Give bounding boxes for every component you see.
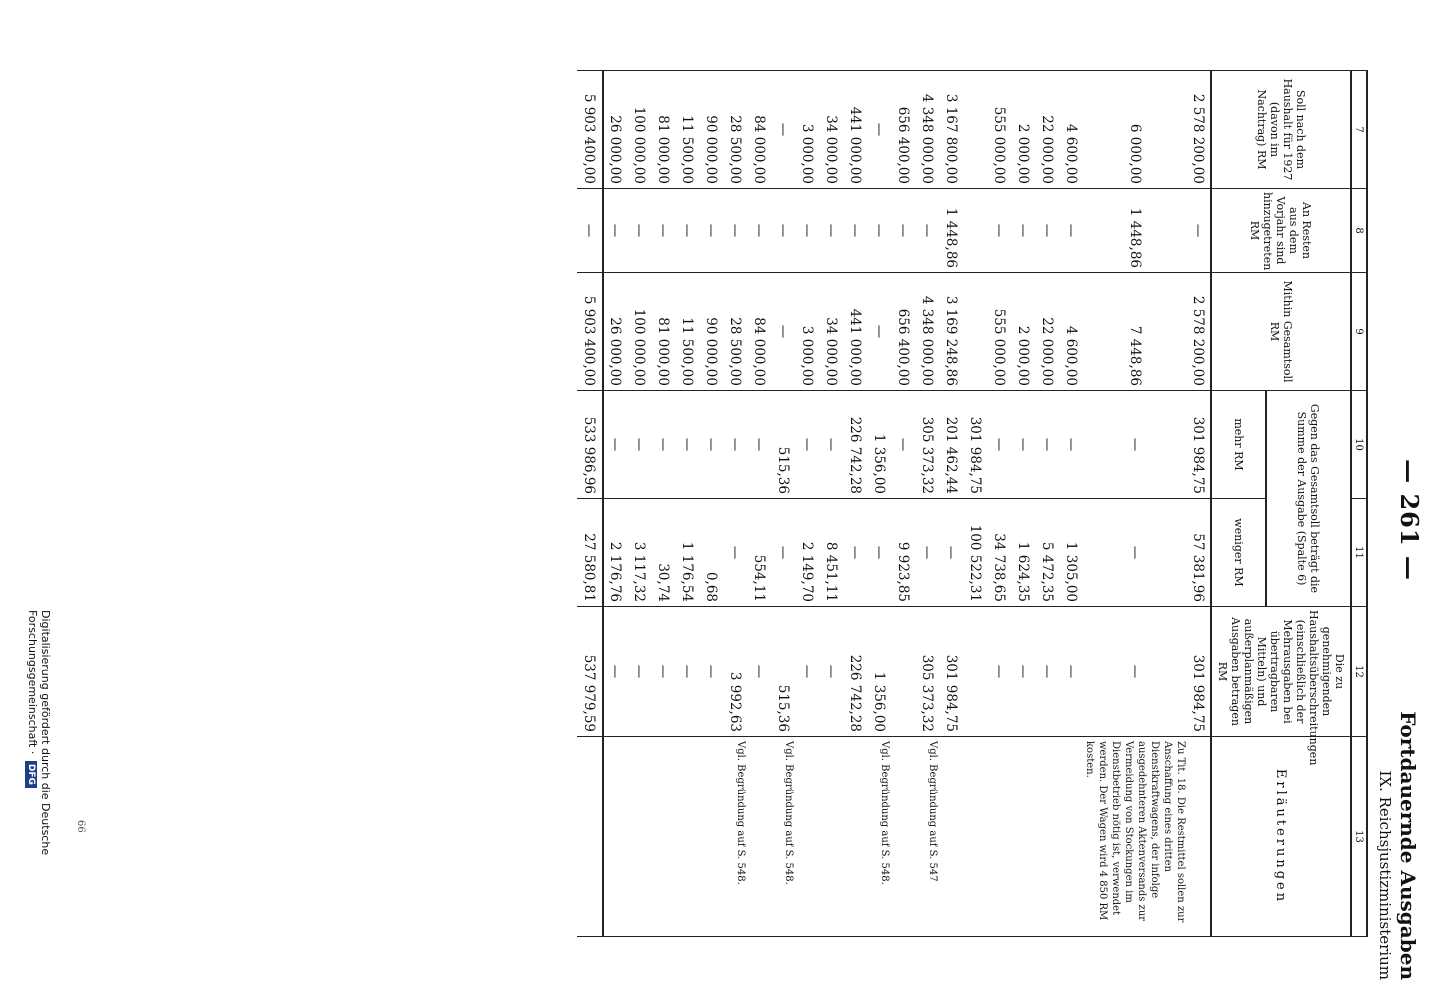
cell-note bbox=[699, 737, 723, 937]
total-note bbox=[577, 737, 603, 937]
cell-gesamtsoll: — bbox=[771, 273, 795, 391]
column-number: 9 bbox=[1351, 273, 1367, 391]
cell-note: Vgl. Begründung auf S. 548. bbox=[723, 737, 747, 937]
cell-weniger: 1 305,00 bbox=[1059, 499, 1083, 607]
cell-genehmigen: 301 984,75 bbox=[939, 607, 963, 737]
cell-mehr: — bbox=[747, 391, 771, 499]
cell-genehmigen: 515,36 bbox=[771, 607, 795, 737]
column-number: 11 bbox=[1351, 499, 1367, 607]
cell-gesamtsoll: 3 000,00 bbox=[795, 273, 819, 391]
table-row bbox=[771, 71, 795, 937]
cell-gesamtsoll: 656 400,00 bbox=[891, 273, 915, 391]
cell-gesamtsoll: 2 578 200,00 bbox=[1187, 273, 1211, 391]
cell-soll: 3 167 800,00 bbox=[939, 71, 963, 189]
cell-genehmigen: 1 356,00 bbox=[867, 607, 891, 737]
cell-weniger: — bbox=[939, 499, 963, 607]
table-row bbox=[1059, 71, 1083, 937]
cell-soll: 4 600,00 bbox=[1059, 71, 1083, 189]
cell-weniger: 554,11 bbox=[747, 499, 771, 607]
header-soll: Soll nach dem Haushalt für 1927 (davon im Nachtrag) RM bbox=[1211, 71, 1351, 189]
cell-note bbox=[819, 737, 843, 937]
cell-reste: — bbox=[771, 189, 795, 273]
cell-note: Zu Tit. 18. Die Restmittel sollen zur Anschaffung eines dritten Dienstkraftwagens, der infolge ausgedehnteren Aktenversands zur Vermeidung von Stockungen im Dienstbetrieb nötig ist, verwendet werden. Der Wagen wird 4 850 RM kosten. bbox=[1083, 737, 1187, 937]
table-row bbox=[627, 71, 651, 937]
cell-gesamtsoll: 81 000,00 bbox=[651, 273, 675, 391]
table-row bbox=[1187, 71, 1211, 937]
total-soll: 5 903 400,00 bbox=[577, 71, 603, 189]
cell-gesamtsoll: 441 000,00 bbox=[843, 273, 867, 391]
cell-mehr: — bbox=[699, 391, 723, 499]
cell-genehmigen: 226 742,28 bbox=[843, 607, 867, 737]
cell-mehr: — bbox=[651, 391, 675, 499]
cell-note bbox=[939, 737, 963, 937]
cell-reste: — bbox=[1035, 189, 1059, 273]
cell-genehmigen: — bbox=[747, 607, 771, 737]
table-row bbox=[651, 71, 675, 937]
table-row bbox=[939, 71, 963, 937]
cell-genehmigen: — bbox=[819, 607, 843, 737]
cell-reste: — bbox=[1187, 189, 1211, 273]
cell-reste: 1 448,86 bbox=[1083, 189, 1187, 273]
page-title: Fortdauernde Ausgaben bbox=[1396, 711, 1420, 980]
cell-note bbox=[963, 737, 987, 937]
cell-soll: 656 400,00 bbox=[891, 71, 915, 189]
cell-mehr: — bbox=[891, 391, 915, 499]
cell-mehr: 301 984,75 bbox=[963, 391, 987, 499]
cell-mehr: 201 462,44 bbox=[939, 391, 963, 499]
cell-mehr: 305 373,32 bbox=[915, 391, 939, 499]
cell-mehr: — bbox=[819, 391, 843, 499]
cell-weniger: — bbox=[1083, 499, 1187, 607]
column-number: 12 bbox=[1351, 607, 1367, 737]
cell-note bbox=[603, 737, 627, 937]
cell-mehr: — bbox=[723, 391, 747, 499]
cell-genehmigen: — bbox=[603, 607, 627, 737]
cell-reste: — bbox=[747, 189, 771, 273]
total-weniger: 27 580,81 bbox=[577, 499, 603, 607]
header-weniger: weniger RM bbox=[1211, 499, 1266, 607]
table-row bbox=[963, 71, 987, 937]
table-row bbox=[843, 71, 867, 937]
cell-mehr: — bbox=[603, 391, 627, 499]
cell-genehmigen: — bbox=[795, 607, 819, 737]
cell-weniger: — bbox=[867, 499, 891, 607]
table-row bbox=[1011, 71, 1035, 937]
cell-note bbox=[843, 737, 867, 937]
cell-gesamtsoll: 555 000,00 bbox=[987, 273, 1011, 391]
cell-genehmigen: — bbox=[675, 607, 699, 737]
cell-mehr: 1 356,00 bbox=[867, 391, 891, 499]
cell-soll: 3 000,00 bbox=[795, 71, 819, 189]
cell-gesamtsoll: 2 000,00 bbox=[1011, 273, 1035, 391]
cell-mehr: 226 742,28 bbox=[843, 391, 867, 499]
cell-gesamtsoll: — bbox=[867, 273, 891, 391]
cell-weniger: — bbox=[915, 499, 939, 607]
cell-reste: — bbox=[867, 189, 891, 273]
cell-gesamtsoll: 4 348 000,00 bbox=[915, 273, 939, 391]
cell-soll: 28 500,00 bbox=[723, 71, 747, 189]
total-reste: — bbox=[577, 189, 603, 273]
cell-gesamtsoll: 84 000,00 bbox=[747, 273, 771, 391]
cell-genehmigen: — bbox=[699, 607, 723, 737]
header-gesamtsoll: Mithin Gesamtsoll RM bbox=[1211, 273, 1351, 391]
cell-genehmigen bbox=[963, 607, 987, 737]
cell-soll: — bbox=[771, 71, 795, 189]
cell-reste: — bbox=[795, 189, 819, 273]
cell-genehmigen bbox=[891, 607, 915, 737]
header-genehmigen: Die zu genehmigenden Haushaltsüberschreitungen (einschließlich der Mehrausgaben bei übertragbaren Mitteln) und außerplanmäßigen Ausgaben betragen RM bbox=[1211, 607, 1351, 737]
footer-credit bbox=[26, 610, 52, 990]
cell-reste: — bbox=[1059, 189, 1083, 273]
cell-weniger: 30,74 bbox=[651, 499, 675, 607]
table-row bbox=[675, 71, 699, 937]
cell-genehmigen: — bbox=[627, 607, 651, 737]
table-row bbox=[723, 71, 747, 937]
table-row bbox=[1035, 71, 1059, 937]
page-marker: 66 bbox=[75, 820, 86, 833]
total-genehmigen: 537 979,59 bbox=[577, 607, 603, 737]
cell-mehr: — bbox=[795, 391, 819, 499]
cell-soll: 441 000,00 bbox=[843, 71, 867, 189]
page-subtitle: IX. Reichsjustizministerium bbox=[1376, 770, 1394, 980]
cell-note bbox=[1059, 737, 1083, 937]
cell-weniger: 3 117,32 bbox=[627, 499, 651, 607]
cell-genehmigen: — bbox=[987, 607, 1011, 737]
column-header-row bbox=[1266, 71, 1351, 937]
cell-gesamtsoll: 3 169 248,86 bbox=[939, 273, 963, 391]
cell-reste: — bbox=[723, 189, 747, 273]
cell-reste: — bbox=[1011, 189, 1035, 273]
cell-note bbox=[987, 737, 1011, 937]
cell-note bbox=[675, 737, 699, 937]
cell-note bbox=[891, 737, 915, 937]
cell-note bbox=[651, 737, 675, 937]
total-gesamt: 5 903 400,00 bbox=[577, 273, 603, 391]
cell-weniger: — bbox=[843, 499, 867, 607]
cell-reste bbox=[963, 189, 987, 273]
cell-soll: 100 000,00 bbox=[627, 71, 651, 189]
cell-soll: — bbox=[867, 71, 891, 189]
table-row bbox=[867, 71, 891, 937]
cell-reste: — bbox=[987, 189, 1011, 273]
cell-reste: 1 448,86 bbox=[939, 189, 963, 273]
cell-weniger: 2 176,76 bbox=[603, 499, 627, 607]
cell-soll: 84 000,00 bbox=[747, 71, 771, 189]
table-row bbox=[819, 71, 843, 937]
cell-mehr: — bbox=[675, 391, 699, 499]
cell-soll: 4 348 000,00 bbox=[915, 71, 939, 189]
column-number: 13 bbox=[1351, 737, 1367, 937]
cell-soll: 2 000,00 bbox=[1011, 71, 1035, 189]
footer-text: Digitalisierung gefördert durch die Deutsche Forschungsgemeinschaft · bbox=[26, 610, 52, 856]
cell-mehr: — bbox=[1011, 391, 1035, 499]
cell-note bbox=[1035, 737, 1059, 937]
total-mehr: 533 986,96 bbox=[577, 391, 603, 499]
table-row bbox=[747, 71, 771, 937]
cell-gesamtsoll: 4 600,00 bbox=[1059, 273, 1083, 391]
cell-weniger: 2 149,70 bbox=[795, 499, 819, 607]
cell-note bbox=[1011, 737, 1035, 937]
cell-mehr: — bbox=[1083, 391, 1187, 499]
column-number: 10 bbox=[1351, 391, 1367, 499]
table-row bbox=[891, 71, 915, 937]
table-row bbox=[1083, 71, 1187, 937]
cell-genehmigen: — bbox=[1035, 607, 1059, 737]
header-reste: An Resten aus dem Vorjahr sind hinzugetreten RM bbox=[1211, 189, 1351, 273]
cell-weniger: 0,68 bbox=[699, 499, 723, 607]
cell-soll: 90 000,00 bbox=[699, 71, 723, 189]
cell-soll: 555 000,00 bbox=[987, 71, 1011, 189]
total-row bbox=[577, 71, 603, 937]
table-row bbox=[915, 71, 939, 937]
cell-soll bbox=[963, 71, 987, 189]
cell-weniger: 8 451,11 bbox=[819, 499, 843, 607]
cell-genehmigen: — bbox=[651, 607, 675, 737]
cell-mehr: — bbox=[1035, 391, 1059, 499]
dfg-logo: DFG bbox=[25, 761, 37, 788]
cell-genehmigen: 3 992,63 bbox=[723, 607, 747, 737]
cell-gesamtsoll: 22 000,00 bbox=[1035, 273, 1059, 391]
cell-mehr: — bbox=[1059, 391, 1083, 499]
page-number: — 261 — bbox=[1395, 459, 1424, 581]
cell-weniger: 57 381,96 bbox=[1187, 499, 1211, 607]
cell-reste: — bbox=[915, 189, 939, 273]
table-row bbox=[699, 71, 723, 937]
cell-soll: 2 578 200,00 bbox=[1187, 71, 1211, 189]
cell-soll: 26 000,00 bbox=[603, 71, 627, 189]
cell-soll: 34 000,00 bbox=[819, 71, 843, 189]
cell-mehr: 301 984,75 bbox=[1187, 391, 1211, 499]
cell-soll: 81 000,00 bbox=[651, 71, 675, 189]
cell-note: Vgl. Begründung auf S. 548. bbox=[867, 737, 891, 937]
cell-genehmigen: — bbox=[1011, 607, 1035, 737]
cell-gesamtsoll: 100 000,00 bbox=[627, 273, 651, 391]
cell-reste: — bbox=[627, 189, 651, 273]
table-row bbox=[603, 71, 627, 937]
cell-weniger: 9 923,85 bbox=[891, 499, 915, 607]
cell-note: Vgl. Begründung auf S. 548. bbox=[771, 737, 795, 937]
table-row bbox=[795, 71, 819, 937]
cell-mehr: — bbox=[627, 391, 651, 499]
cell-reste: — bbox=[843, 189, 867, 273]
cell-genehmigen: 305 373,32 bbox=[915, 607, 939, 737]
cell-genehmigen: 301 984,75 bbox=[1187, 607, 1211, 737]
cell-weniger: — bbox=[771, 499, 795, 607]
table-row bbox=[987, 71, 1011, 937]
cell-weniger: 5 472,35 bbox=[1035, 499, 1059, 607]
cell-weniger: 1 176,54 bbox=[675, 499, 699, 607]
cell-mehr: — bbox=[987, 391, 1011, 499]
cell-reste: — bbox=[891, 189, 915, 273]
header-mehr: mehr RM bbox=[1211, 391, 1266, 499]
cell-gesamtsoll: 34 000,00 bbox=[819, 273, 843, 391]
cell-note bbox=[795, 737, 819, 937]
cell-gesamtsoll: 28 500,00 bbox=[723, 273, 747, 391]
cell-reste: — bbox=[651, 189, 675, 273]
cell-gesamtsoll: 11 500,00 bbox=[675, 273, 699, 391]
table-body bbox=[603, 71, 1211, 937]
cell-weniger: 34 738,65 bbox=[987, 499, 1011, 607]
cell-reste: — bbox=[819, 189, 843, 273]
cell-genehmigen: — bbox=[1083, 607, 1187, 737]
header-erlaeuterungen: Erläuterungen bbox=[1211, 737, 1351, 937]
cell-weniger: 1 624,35 bbox=[1011, 499, 1035, 607]
cell-reste: — bbox=[603, 189, 627, 273]
budget-table bbox=[577, 70, 1368, 937]
column-number: 7 bbox=[1351, 71, 1367, 189]
cell-gesamtsoll: 26 000,00 bbox=[603, 273, 627, 391]
cell-weniger: — bbox=[723, 499, 747, 607]
cell-note bbox=[1187, 737, 1211, 937]
cell-gesamtsoll bbox=[963, 273, 987, 391]
cell-genehmigen: — bbox=[1059, 607, 1083, 737]
cell-gesamtsoll: 7 448,86 bbox=[1083, 273, 1187, 391]
cell-mehr: 515,36 bbox=[771, 391, 795, 499]
column-number: 8 bbox=[1351, 189, 1367, 273]
cell-soll: 11 500,00 bbox=[675, 71, 699, 189]
cell-soll: 22 000,00 bbox=[1035, 71, 1059, 189]
cell-reste: — bbox=[675, 189, 699, 273]
cell-note bbox=[627, 737, 651, 937]
header-gegen: Gegen das Gesamtsoll beträgt die Summe der Ausgabe (Spalte 6) bbox=[1266, 391, 1351, 607]
cell-reste: — bbox=[699, 189, 723, 273]
column-number-row bbox=[1351, 71, 1367, 937]
cell-note: Vgl. Begründung auf S. 547 bbox=[915, 737, 939, 937]
cell-note bbox=[747, 737, 771, 937]
cell-weniger: 100 522,31 bbox=[963, 499, 987, 607]
cell-soll: 6 000,00 bbox=[1083, 71, 1187, 189]
cell-gesamtsoll: 90 000,00 bbox=[699, 273, 723, 391]
